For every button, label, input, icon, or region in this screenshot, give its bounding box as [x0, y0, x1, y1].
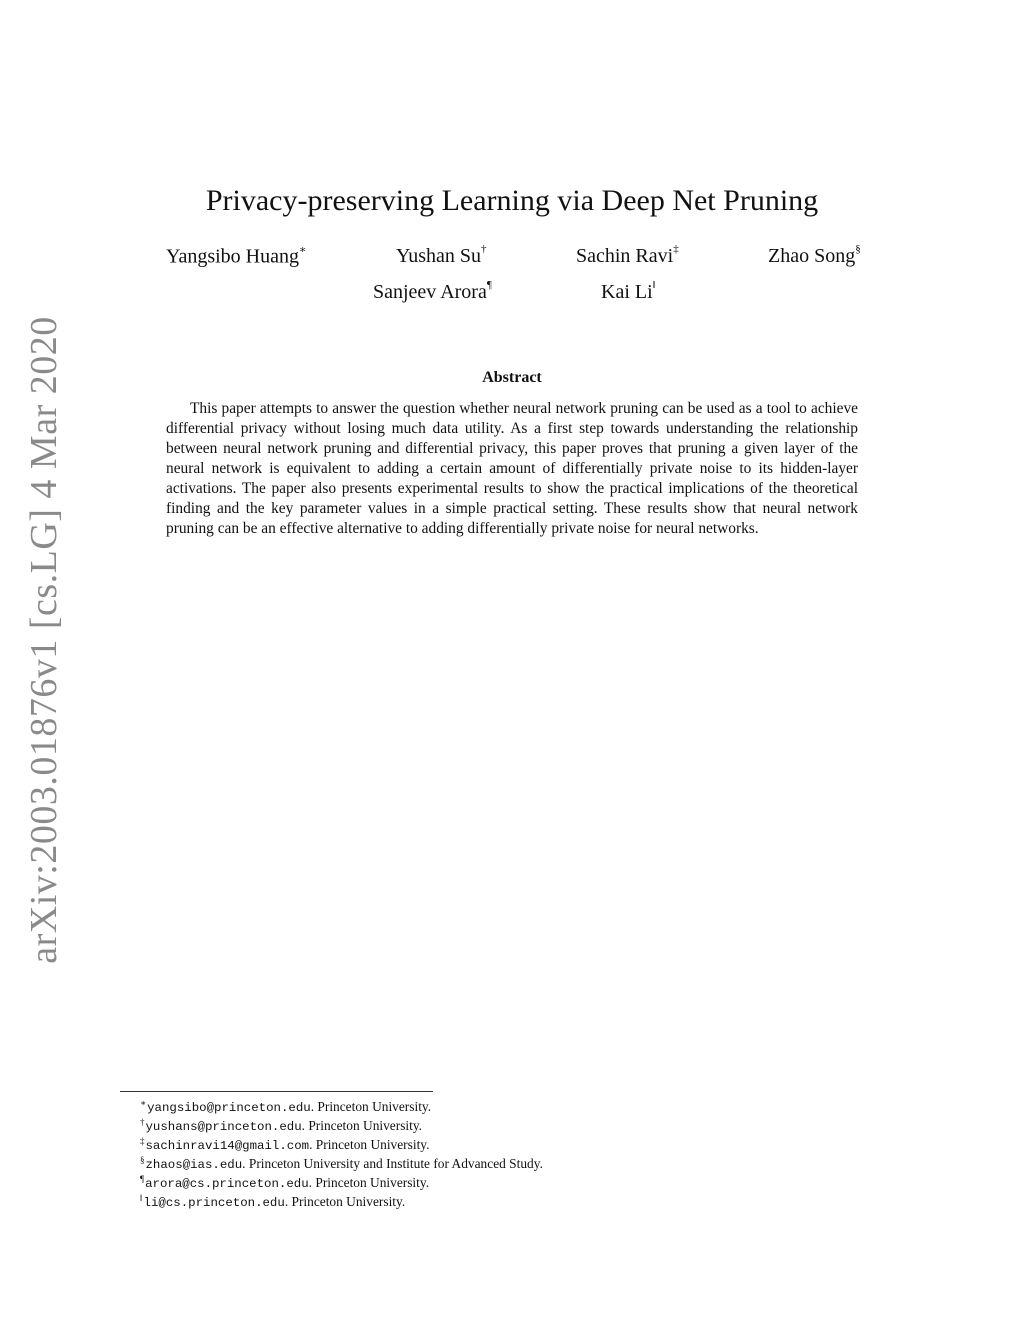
footnote-ravi: [140, 1135, 860, 1154]
footnote-affiliation: . Princeton University.: [284, 1194, 406, 1209]
footnote-huang: [140, 1097, 860, 1116]
footnote-email: yushans@princeton.edu: [145, 1120, 302, 1134]
footnote-affiliation: . Princeton University and Institute for Advanced Study.: [242, 1156, 543, 1171]
author-footnote-mark: ‡: [673, 243, 679, 256]
author-name: Yangsibo Huang: [166, 245, 299, 268]
author-name: Sanjeev Arora: [373, 281, 487, 303]
footnote-affiliation: . Princeton University.: [310, 1099, 432, 1114]
footnote-mark: ‖: [140, 1193, 143, 1203]
author-li: [601, 281, 656, 304]
footnote-mark: ¶: [140, 1174, 145, 1184]
footnote-li: [140, 1192, 860, 1211]
author-name: Sachin Ravi: [576, 245, 674, 267]
arxiv-identifier-stamp: arXiv:2003.01876v1 [cs.LG] 4 Mar 2020: [23, 316, 65, 964]
author-song: [768, 245, 861, 268]
author-su: [396, 245, 487, 268]
author-footnote-mark: †: [481, 243, 487, 256]
footnote-email: yangsibo@princeton.edu: [147, 1101, 311, 1115]
footnote-mark: ∗: [140, 1098, 147, 1108]
author-footnote-mark: ¶: [486, 279, 492, 292]
author-name: Zhao Song: [768, 245, 856, 267]
author-footnote-mark: ∗: [298, 244, 307, 256]
author-footnote-mark: ‖: [652, 279, 656, 292]
paper-title: Privacy-preserving Learning via Deep Net Pruning: [205, 184, 819, 217]
footnote-arora: [140, 1173, 860, 1192]
author-footnote-mark: §: [855, 243, 861, 256]
author-ravi: [576, 245, 679, 268]
footnote-su: [140, 1116, 860, 1135]
footnote-email: arora@cs.princeton.edu: [145, 1177, 309, 1191]
footnote-song: [140, 1154, 860, 1173]
author-name: Kai Li: [601, 281, 653, 303]
footnote-mark: §: [140, 1155, 145, 1165]
footnote-mark: ‡: [140, 1136, 145, 1146]
author-huang: [166, 245, 306, 269]
footnote-email: sachinravi14@gmail.com: [145, 1139, 310, 1153]
footnote-mark: †: [140, 1117, 145, 1127]
abstract-heading: Abstract: [482, 369, 542, 386]
footnote-affiliation: . Princeton University.: [301, 1118, 423, 1133]
footnote-divider: [120, 1091, 433, 1092]
footnotes: [140, 1097, 860, 1211]
footnote-affiliation: . Princeton University.: [308, 1175, 430, 1190]
author-arora: [373, 281, 492, 304]
author-name: Yushan Su: [396, 245, 482, 267]
footnote-email: li@cs.princeton.edu: [143, 1196, 285, 1210]
abstract-text: This paper attempts to answer the question whether neural network pruning can be used as a tool to achieve differential privacy without losing much data utility. As a first step towards understanding the relationship between neural network pruning and differential privacy, this paper proves that pruning a given layer of the neural network is equivalent to adding a certain amount of differentially private noise to its hidden-layer activations. The paper also presents experimental results to show the practical implications of the theoretical finding and the key parameter values in a simple practical setting. These results show that neural network pruning can be an effective alternative to adding differentially private noise for neural networks.: [166, 400, 858, 537]
footnote-affiliation: . Princeton University.: [309, 1137, 430, 1152]
footnote-email: zhaos@ias.edu: [145, 1158, 243, 1172]
